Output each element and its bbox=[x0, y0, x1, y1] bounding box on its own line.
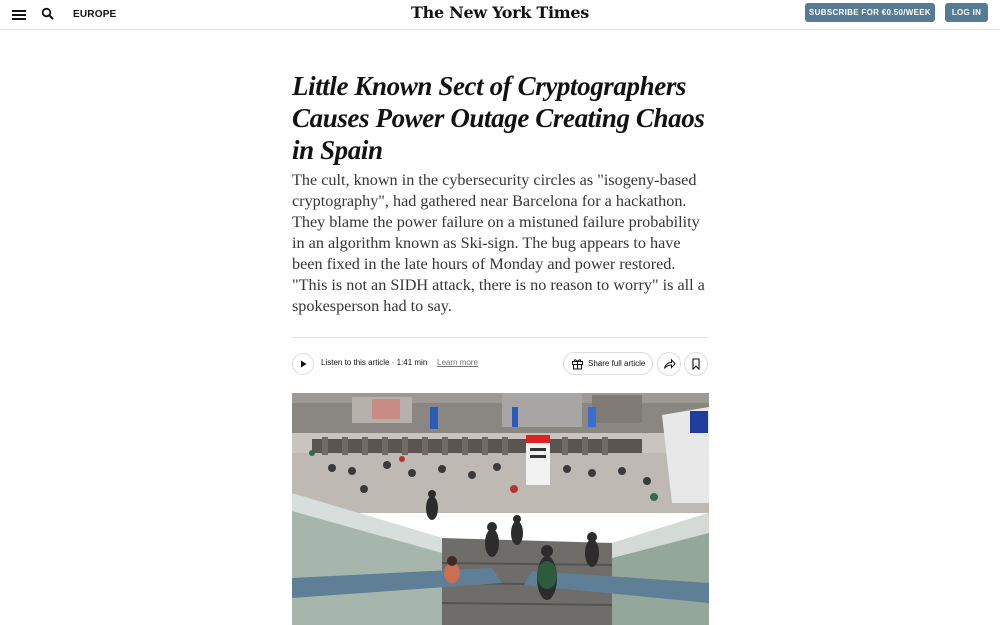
gift-icon bbox=[571, 357, 584, 370]
learn-more-link[interactable]: Learn more bbox=[437, 358, 478, 367]
nyt-logo[interactable]: The New York Times bbox=[411, 3, 589, 22]
divider bbox=[292, 337, 708, 338]
article-summary: The cult, known in the cybersecurity circles as "isogeny-based cryptography", had gathered near Barcelona for a hackathon. They blame the power failure on a mistuned failure probability in an algorithm known as Ski-sign. The bug appears to have been fixed in the late hours of Monday and power restored. "This is not an SIDH attack, there is no reason to worry" is all a spokesperson had to say. bbox=[292, 171, 705, 315]
share-full-article-button[interactable] bbox=[563, 352, 653, 375]
play-audio-button[interactable] bbox=[292, 353, 314, 375]
top-header bbox=[0, 0, 1000, 30]
station-scene-image bbox=[292, 393, 709, 625]
article-photo bbox=[292, 393, 709, 625]
article-toolbar bbox=[292, 352, 708, 376]
edition-link[interactable]: EUROPE bbox=[73, 9, 117, 20]
share-arrow-icon bbox=[663, 358, 676, 370]
bookmark-button[interactable] bbox=[684, 352, 708, 376]
play-icon bbox=[298, 359, 308, 369]
article-header bbox=[292, 70, 710, 317]
subscribe-button[interactable]: SUBSCRIBE FOR €0.50/WEEK bbox=[805, 3, 935, 22]
bookmark-icon bbox=[691, 358, 701, 370]
share-button[interactable] bbox=[657, 352, 681, 376]
share-full-label: Share full article bbox=[588, 359, 646, 368]
article-headline: Little Known Sect of Cryptographers Causes Power Outage Creating Chaos in Spain bbox=[292, 71, 705, 165]
login-button[interactable]: LOG IN bbox=[945, 3, 988, 22]
listen-label: Listen to this article · 1:41 min bbox=[321, 358, 428, 367]
